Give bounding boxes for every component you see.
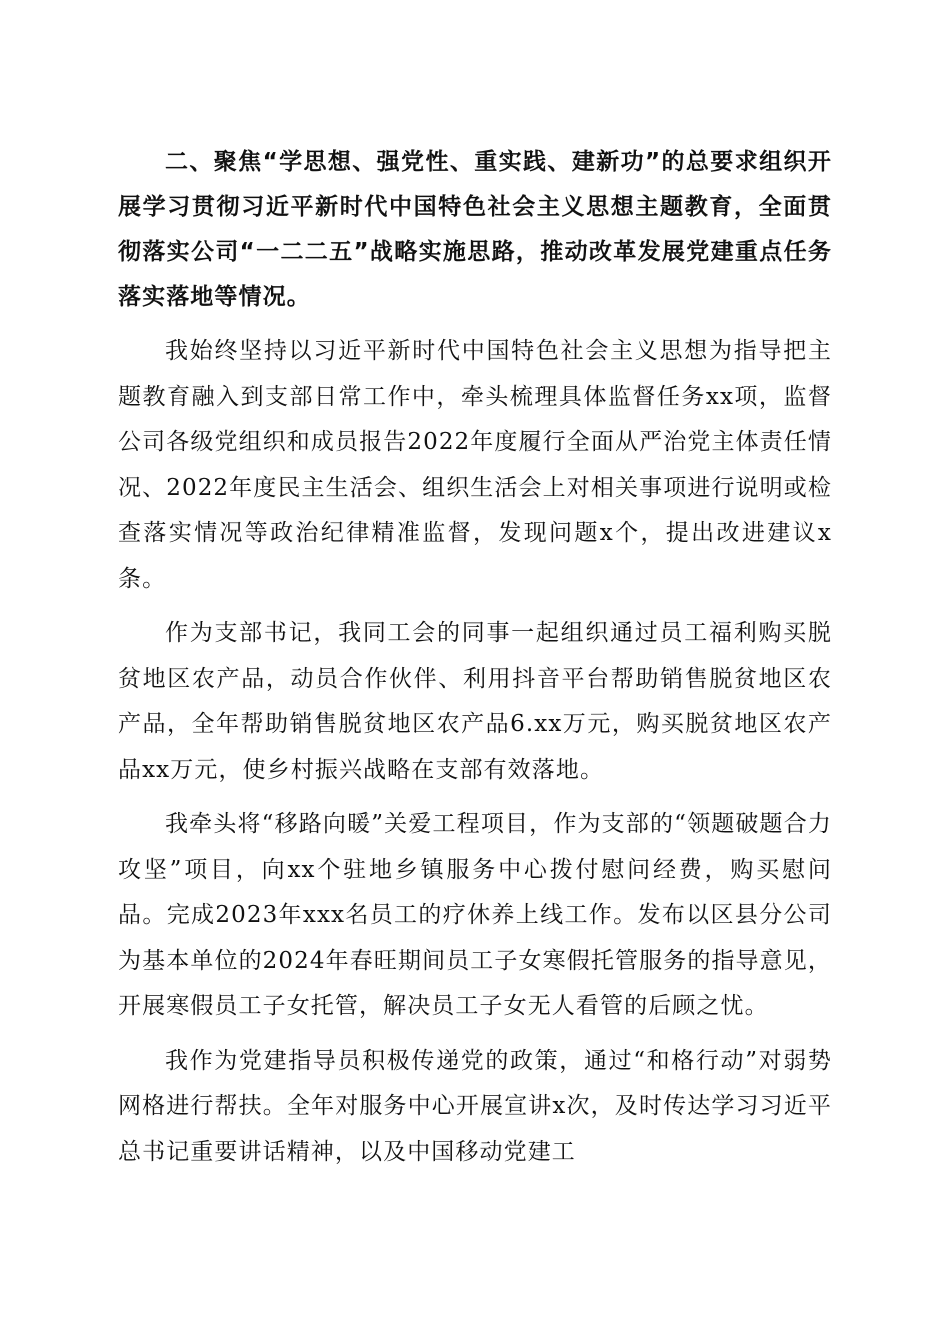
document-body xyxy=(118,140,832,1184)
paragraph-care-project: 我牵头将“移路向暖”关爱工程项目，作为支部的“领题破题合力攻坚”项目，向xx个驻地乡镇服务中心拨付慰问经费，购买慰问品。完成2023年xxx名员工的疗休养上线工作。发布以区县分公司为基本单位的2024年春旺期间员工子女寒假托管服务的指导意见，开展寒假员工子女托管，解决员工子女无人看管的后顾之忧。 xyxy=(118,811,832,1019)
paragraph-party-guidance: 我作为党建指导员积极传递党的政策，通过“和格行动”对弱势网格进行帮扶。全年对服务中心开展宣讲x次，及时传达学习习近平总书记重要讲话精神，以及中国移动党建工 xyxy=(118,1047,832,1165)
section-heading: 二、聚焦“学思想、强党性、重实践、建新功”的总要求组织开展学习贯彻习近平新时代中国特色社会主义思想主题教育，全面贯彻落实公司“一二二五”战略实施思路，推动改革发展党建重点任务落实落地等情况。 xyxy=(118,149,832,310)
paragraph-supervision: 我始终坚持以习近平新时代中国特色社会主义思想为指导把主题教育融入到支部日常工作中，牵头梳理具体监督任务xx项，监督公司各级党组织和成员报告2022年度履行全面从严治党主体责任情况、2022年度民主生活会、组织生活会上对相关事项进行说明或检查落实情况等政治纪律精准监督，发现问题x个，提出改进建议x条。 xyxy=(118,338,832,592)
paragraph-rural-revitalization: 作为支部书记，我同工会的同事一起组织通过员工福利购买脱贫地区农产品，动员合作伙伴、利用抖音平台帮助销售脱贫地区农产品，全年帮助销售脱贫地区农产品6.xx万元，购买脱贫地区农产品xx万元，使乡村振兴战略在支部有效落地。 xyxy=(118,620,832,783)
